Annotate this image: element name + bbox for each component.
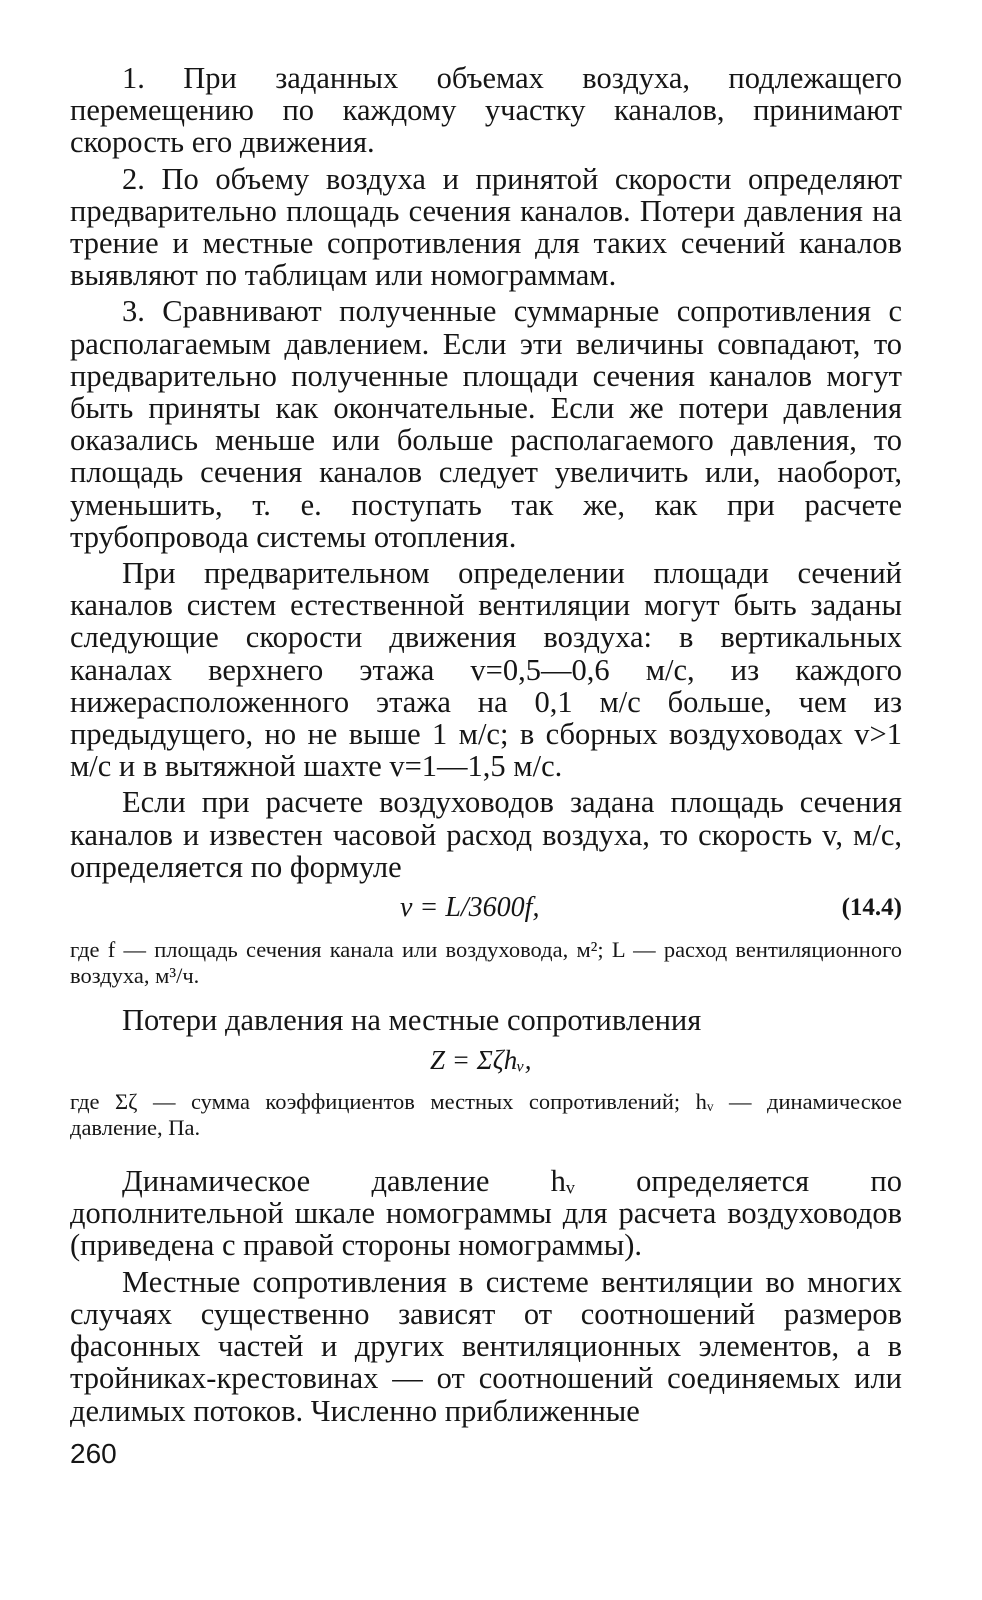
paragraph-1: 1. При заданных объемах воздуха, подлежащего перемещению по каждому участку каналов, принимают скорость его движения. [70, 61, 902, 160]
formula-number: (14.4) [841, 894, 902, 922]
formula-velocity [70, 887, 902, 929]
footnote-formula-1: где f — площадь сечения канала или воздуховода, м²; L — расход вентиляционного воздуха, м³/ч. [70, 937, 902, 989]
paragraph-6: Динамическое давление hᵥ определяется по дополнительной шкале номограммы для расчета воздуховодов (приведена с правой стороны номограммы). [70, 1164, 902, 1263]
formula-2-expression: Z = Σζhᵥ, [430, 1045, 532, 1076]
formula-expression: v = L/3600f, [400, 892, 540, 924]
paragraph-3: 3. Сравнивают полученные суммарные сопротивления с располагаемым давлением. Если эти величины совпадают, то предварительно полученные площади сечения каналов могут быть приняты как окончательные. Если же потери давления оказались меньше или больше располагаемого давления, то площадь сечения каналов следует увеличить или, наоборот, уменьшить, т. е. поступать так же, как при расчете трубопровода системы отопления. [70, 294, 902, 554]
local-resistance-line: Потери давления на местные сопротивления [122, 1003, 702, 1038]
paragraph-2: 2. По объему воздуха и принятой скорости определяют предварительно площадь сечения каналов. Потери давления на трение и местные сопротивления для таких сечений каналов выявляют по таблицам или номограммам. [70, 161, 902, 293]
page-body [70, 62, 902, 1431]
footnote-formula-2: где Σζ — сумма коэффициентов местных сопротивлений; hᵥ — динамическое давление, Па. [70, 1089, 902, 1141]
paragraph-5: Если при расчете воздуховодов задана площадь сечения каналов и известен часовой расход воздуха, то скорость v, м/с, определяется по формуле [70, 785, 902, 884]
paragraph-7: Местные сопротивления в системе вентиляции во многих случаях существенно зависят от соотношений размеров фасонных частей и других вентиляционных элементов, а в тройниках-крестовинах — от соотношений соединяемых или делимых потоков. Численно приближенные [70, 1264, 902, 1428]
page-number: 260 [70, 1438, 117, 1469]
formula-local-resistance [70, 1037, 902, 1083]
paragraph-4: При предварительном определении площади сечений каналов систем естественной вентиляции могут быть заданы следующие скорости движения воздуха: в вертикальных каналах верхнего этажа v=0,5—0,6 м/с, из каждого нижерасположенного этажа на 0,1 м/с больше, чем из предыдущего, но не выше 1 м/с; в сборных воздуховодах v>1 м/с и в вытяжной шахте v=1—1,5 м/с. [70, 556, 902, 784]
